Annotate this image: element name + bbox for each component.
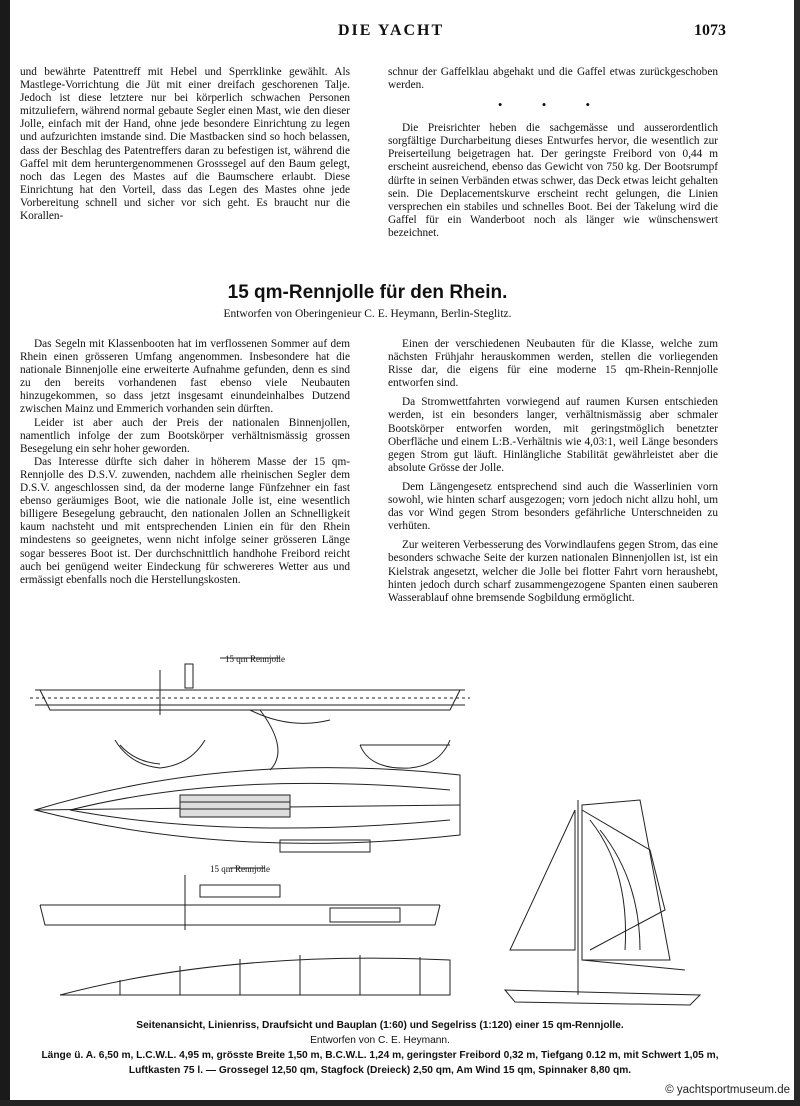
caption-line: Luftkasten 75 l. — Grossegel 12,50 qm, Stagfock (Dreieck) 2,50 qm, Am Wind 15 qm, Spinnaker 8,80 qm. [128, 1065, 632, 1076]
page-header [20, 22, 726, 44]
middle-right-column [388, 338, 718, 605]
body-sections [115, 710, 450, 770]
paragraph: Das Interesse dürfte sich daher in höherem Masse der 15 qm-Rennjolle des D.S.V. zuwenden, nachdem alle rheinischen Segler dem D.S.V. angeschlossen sind, da der moderne lange Fünfzehner ein fast ebenso geräumiges Boot, wie die nationale Jolle ist, eine wesentlich billigere Besegelung gebraucht, den nationalen Jollen an Schnelligkeit kaum nachsteht und mit entsprechenden Linien ein für den Rhein mindestens so geeignetes, wenn nicht infolge seiner grösseren Länge sogar besseres Boot ist. Der durchschnittlich handhohe Freibord reicht auch bei genügend weiter Eindeckung für schwereres Wetter aus und ermässigt ebenfalls noch die Herstellungskosten. [20, 455, 350, 586]
paragraph: Das Segeln mit Klassenbooten hat im verflossenen Sommer auf dem Rhein einen grösseren Umfang angenommen. Insbesondere hat die nationale Binnenjolle eine erweiterte Aufnahme gefunden, denn es sind zu den bereits vorhandenen fast ebenso viele Neubauten hinzugekommen, so dass jetzt insgesamt einundeinhalbes Dutzend zwischen Mainz und Emmerich vorhanden sein dürften. [20, 338, 350, 416]
paragraph: Einen der verschiedenen Neubauten für die Klasse, welche zum nächsten Frühjahr herauskommen werden, stellen die vorliegenden Risse dar, die eigens für eine moderne 15 qm-Rhein-Rennjolle entworfen sind. [388, 338, 718, 390]
scan-edge-bottom [0, 1100, 800, 1106]
page-number: 1073 [694, 22, 726, 39]
watermark: © yachtsportmuseum.de [665, 1084, 790, 1096]
figure-caption [20, 1018, 740, 1078]
paragraph: und bewährte Patenttreff mit Hebel und Sperrklinke gewählt. Als Mastlege-Vorrichtung die Jüt mit einer dreifach geschorenen Talje. Jedoch ist diese letztere nur bei körperlich schwachen Personen mitzuliefern, während normal gebaute Segler einen Mast, wie den dieser Jolle, einfach mit der Hand, ohne jede besondere Einrichtung zu legen und aufzurichten imstande sind. Die Mastbacken sind so hoch belassen, dass der Beschlag des Patentreffers daran zu befestigen ist, während die Gaffel mit dem heruntergenommenen Grosssegel auf den Baum gelegt, noch das Legen des Mastes auf die Baumschere erlaubt. Diese Einrichtung hat den Vorteil, dass das Legen des Mastes ohne jede Vorbereitung schnell und sicher vor sich geht. Es braucht nur die Korallen- [20, 66, 350, 223]
paragraph: schnur der Gaffelklau abgehakt und die Gaffel etwas zurückgeschoben werden. [388, 66, 718, 92]
scan-edge-left [0, 0, 10, 1106]
paragraph: Zur weiteren Verbesserung des Vorwindlaufens gegen Strom, das eine besonders schwache Seite der kurzen nationalen Binnenjollen ist, ist ein Kielstrak angesetzt, welcher die Jolle bei flotter Fahrt vorn heraushebt, hinten jedoch durch scharf zusammengezogene Spanten einen sauberen Wasserablauf ohne bremsende Sogbildung ermöglicht. [388, 539, 718, 604]
section-dots: • • • [497, 97, 609, 113]
paragraph: Die Preisrichter heben die sachgemässe und ausserordentlich sorgfältige Durcharbeitung dieses Entwurfes hervor, die wesentlich zur Preiserteilung beigetragen hat. Der geringste Freibord von 0,44 m erscheint ausreichend, ebenso das Gewicht von 750 kg. Der Bootsrumpf dürfte in seinen Verbänden etwas schwer, das Deck etwas leicht gehalten sein. Die Deplacementskurve erscheint recht gelungen, die Linien versprechen ein stabiles und schnelles Boot. Bei der Takelung wird die Gaffel für ein Wanderboot noch als länger wie wünschenswert bezeichnet. [388, 122, 718, 239]
boat-plans-drawing [30, 650, 730, 1010]
side-elevation [30, 664, 470, 723]
plan-title-bottom: 15 qm Rennjolle [210, 864, 270, 874]
caption-line: Seitenansicht, Linienriss, Draufsicht und Bauplan (1:60) und Segelriss (1:120) einer 15 qm-Rennjolle. [136, 1020, 624, 1031]
keel-view [60, 955, 450, 995]
caption-line: Länge ü. A. 6,50 m, L.C.W.L. 4,95 m, grösste Breite 1,50 m, B.C.W.L. 1,24 m, geringster Freibord 0,32 m, Tiefgang 0.12 m, mit Schwert 1,05 m, [41, 1050, 719, 1061]
paragraph: Da Stromwettfahrten vorwiegend auf raumen Kursen entschieden werden, ist ein besonders langer, verhältnismässig aber schmaler Bootskörper entworfen worden, mit geringstmöglich benetzter Oberfläche und einem L:B.-Verhältnis wie 4,03:1, weil Länge besonders gegen Strom gut läuft. Hinlängliche Stabilität gewährleistet aber die absolute Grösse der Jolle. [388, 396, 718, 474]
plan-view [35, 768, 460, 852]
section-break [388, 92, 718, 122]
sail-plan [505, 800, 700, 1005]
article-byline: Entworfen von Oberingenieur C. E. Heymann, Berlin-Steglitz. [223, 308, 512, 320]
top-left-column [20, 66, 350, 223]
article-title: 15 qm-Rennjolle für den Rhein. [227, 282, 508, 303]
plan-title-top: 15 qm Rennjolle [225, 654, 285, 664]
magazine-title: DIE YACHT [338, 22, 445, 39]
top-right-column [388, 66, 718, 240]
construction-plan [40, 875, 440, 930]
paragraph: Dem Längengesetz entsprechend sind auch die Wasserlinien vorn sowohl, wie hinten scharf ausgezogen; vorn jedoch nicht allzu hohl, um das vor Wind gegen Strom besonders gefährliche Unterschneiden zu verhüten. [388, 480, 718, 533]
paragraph: Leider ist aber auch der Preis der nationalen Binnenjollen, namentlich infolge der zum Bootskörper verhältnismässig grossen Besegelung ein sehr hoher geworden. [20, 416, 350, 455]
middle-left-column [20, 338, 350, 587]
caption-line: Entworfen von C. E. Heymann. [310, 1035, 450, 1046]
scan-edge-right [794, 0, 800, 1106]
